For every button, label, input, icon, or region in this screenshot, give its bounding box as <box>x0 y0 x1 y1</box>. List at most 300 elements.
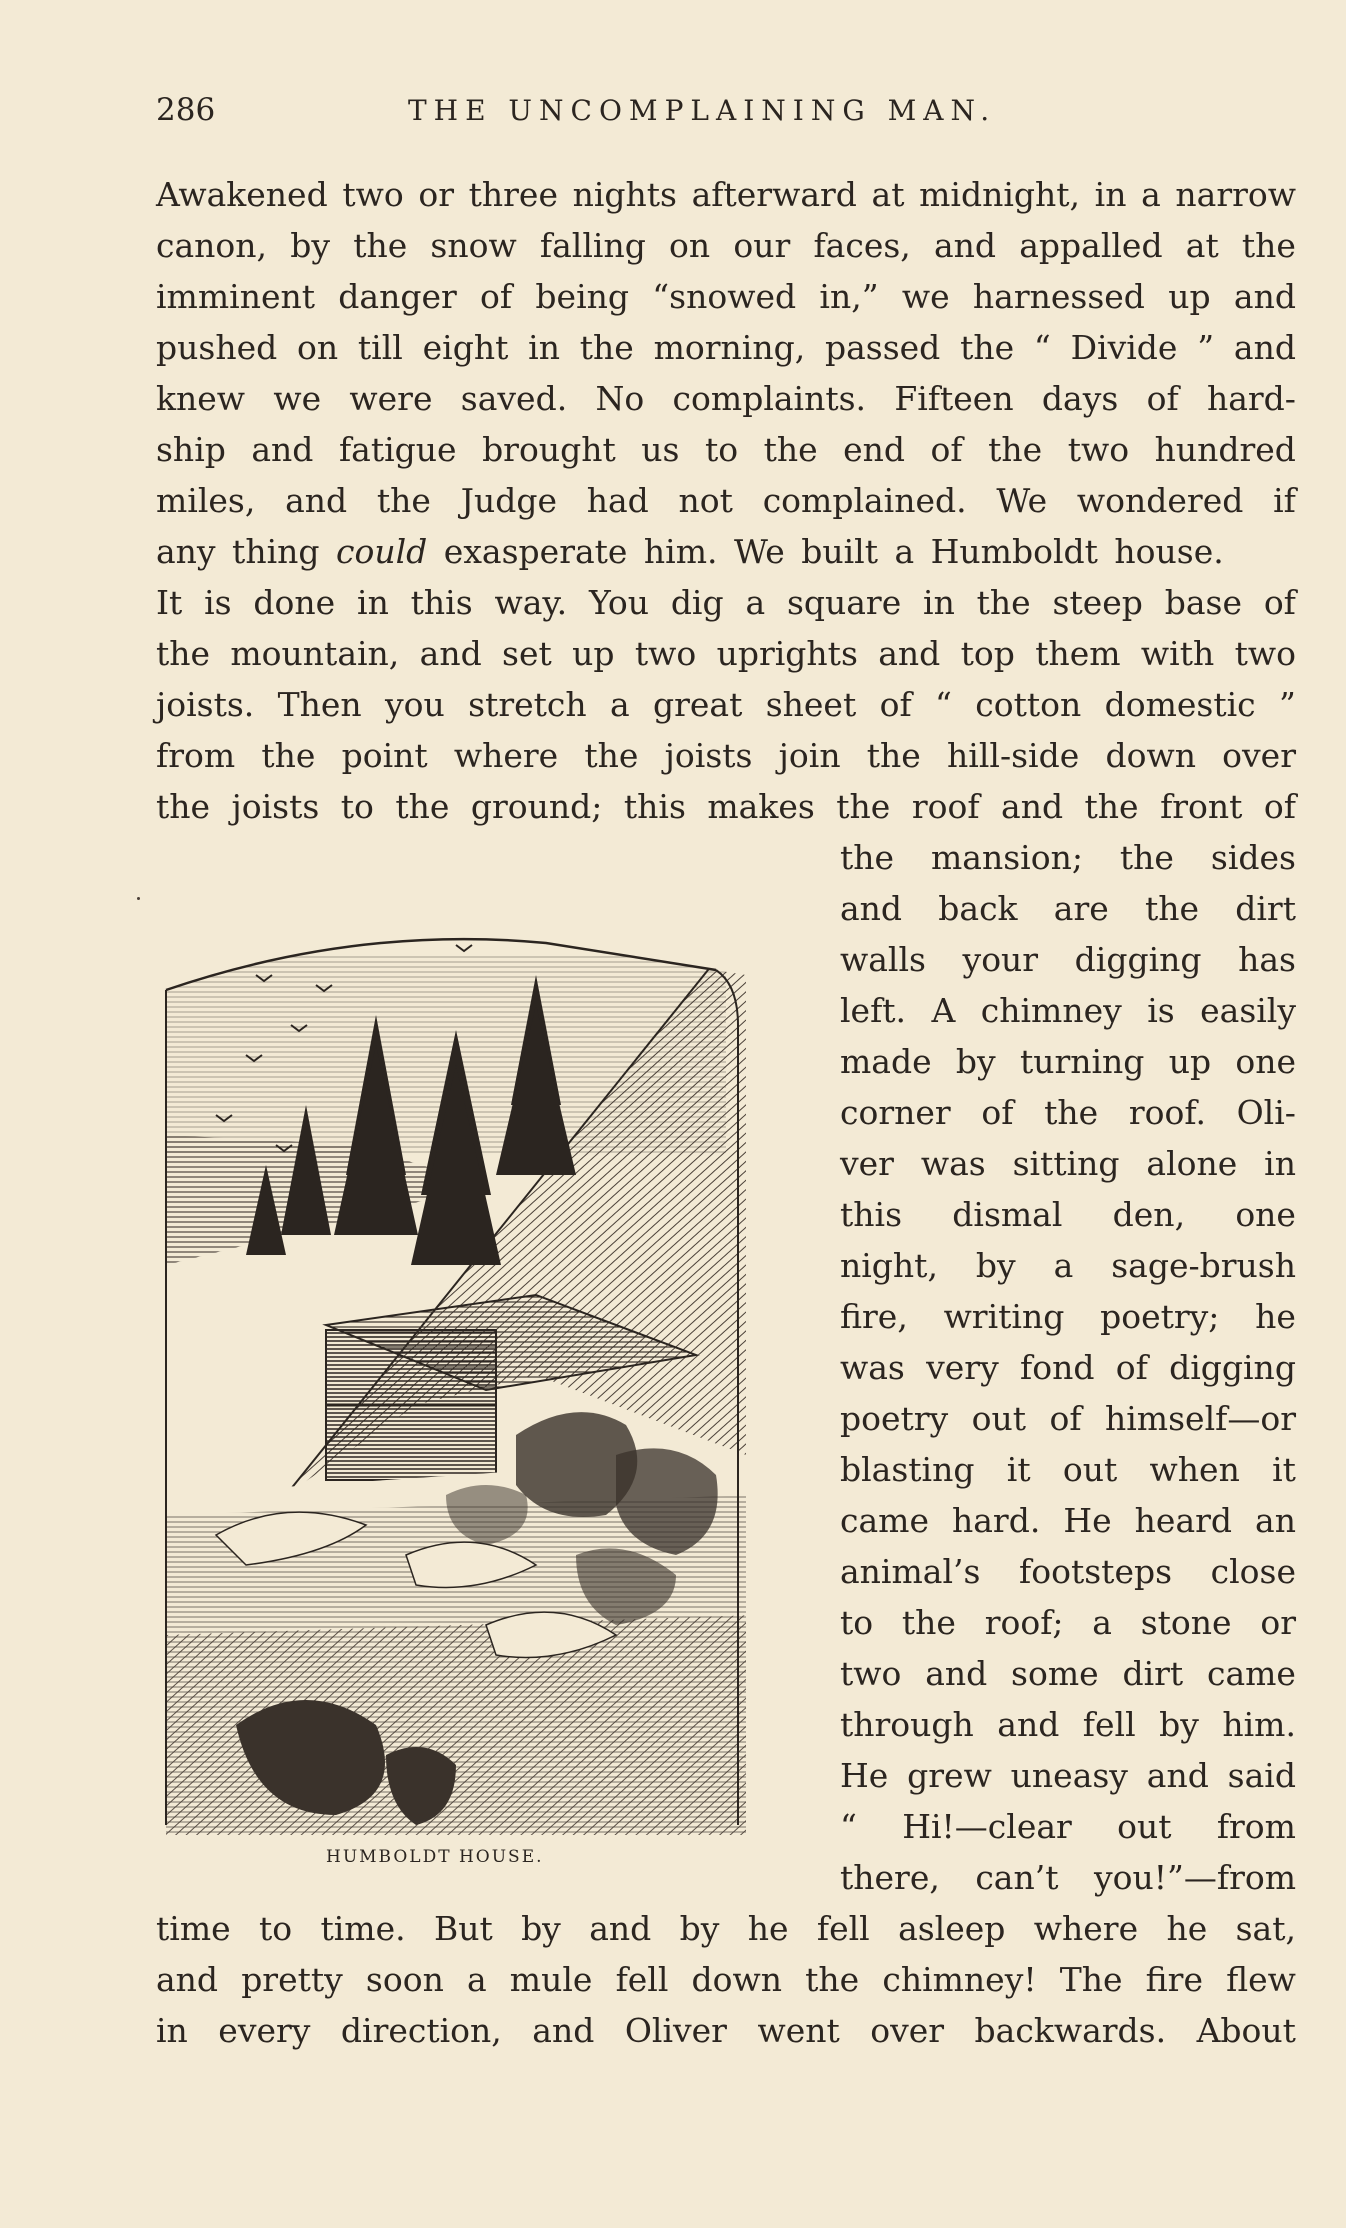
word: stone <box>1140 1603 1232 1642</box>
word: afterward <box>691 175 857 214</box>
word: dismal <box>952 1195 1063 1234</box>
word: steep <box>1052 583 1143 622</box>
word: fatigue <box>338 430 457 469</box>
word: digging <box>1074 940 1202 979</box>
text-line <box>840 833 1296 883</box>
word: dirt <box>1122 1654 1184 1693</box>
word: himself—or <box>1105 1399 1296 1438</box>
word: out <box>971 1399 1027 1438</box>
word: appalled <box>1019 226 1163 265</box>
word: our <box>733 226 791 265</box>
word: from <box>156 736 236 775</box>
word: way. <box>494 583 568 622</box>
word: the <box>353 226 408 265</box>
word: and <box>1233 277 1296 316</box>
word: join <box>778 736 841 775</box>
word: and <box>925 1654 988 1693</box>
word: Judge <box>460 481 557 520</box>
word: the <box>901 1603 956 1642</box>
word: done <box>253 583 336 622</box>
word: to <box>340 787 374 826</box>
word: he <box>747 1909 789 1948</box>
text-line <box>840 1241 1296 1291</box>
word: roof; <box>984 1603 1064 1642</box>
word: It <box>156 583 183 622</box>
text-line <box>156 1955 1296 2005</box>
word: easily <box>1200 991 1296 1030</box>
text-line <box>840 1394 1296 1444</box>
word: chimney! <box>882 1960 1037 1999</box>
word: danger <box>338 277 457 316</box>
text-line <box>840 1547 1296 1597</box>
text-segment: exasperate him. We built a Humboldt house. <box>427 532 1224 571</box>
word: and <box>1146 1756 1209 1795</box>
word: in <box>1094 175 1127 214</box>
word: and <box>156 1960 219 1999</box>
word: the <box>395 787 450 826</box>
word: complaints. <box>672 379 867 418</box>
word: this <box>623 787 686 826</box>
italic-word: could <box>336 532 428 571</box>
word: the <box>960 328 1015 367</box>
word: if <box>1273 481 1296 520</box>
word: in,” <box>819 277 879 316</box>
text-line <box>840 1088 1296 1138</box>
word: close <box>1210 1552 1296 1591</box>
word: knew <box>156 379 246 418</box>
figure-caption: HUMBOLDT HOUSE. <box>326 1847 544 1867</box>
word: through <box>840 1705 974 1744</box>
word: eight <box>422 328 509 367</box>
word: two <box>342 175 404 214</box>
text-line <box>156 629 1296 679</box>
word: the <box>1119 838 1174 877</box>
word: sitting <box>1012 1144 1120 1183</box>
word: and <box>589 1909 652 1948</box>
word: “ <box>935 685 952 724</box>
word: a <box>1092 1603 1112 1642</box>
word: faces, <box>813 226 911 265</box>
humboldt-house-illustration <box>156 935 746 1835</box>
text-line <box>840 1445 1296 1495</box>
word: passed <box>824 328 941 367</box>
word: two <box>1067 430 1130 469</box>
word: when <box>1149 1450 1240 1489</box>
word: them <box>1035 634 1121 673</box>
word: up <box>1168 1042 1212 1081</box>
text-line <box>840 1751 1296 1801</box>
word: Fifteen <box>894 379 1014 418</box>
word: he <box>1166 1909 1208 1948</box>
word: were <box>349 379 433 418</box>
word: of <box>1263 787 1296 826</box>
word: sheet <box>765 685 857 724</box>
word: grew <box>907 1756 992 1795</box>
text-line <box>840 986 1296 1036</box>
word: the <box>261 736 316 775</box>
word: out <box>1117 1807 1172 1846</box>
word: front <box>1160 787 1243 826</box>
word: us <box>641 430 680 469</box>
word: of <box>879 685 912 724</box>
word: ver <box>840 1144 894 1183</box>
word: set <box>502 634 552 673</box>
text-line <box>156 782 1296 832</box>
word: pushed <box>156 328 278 367</box>
word: den, <box>1112 1195 1186 1234</box>
word: Then <box>277 685 362 724</box>
word: of <box>1049 1399 1082 1438</box>
word: end <box>843 430 906 469</box>
word: joists. <box>156 685 255 724</box>
word: soon <box>365 1960 444 1999</box>
word: nights <box>572 175 677 214</box>
word: “ <box>1033 328 1051 367</box>
word: being <box>535 277 630 316</box>
word: by <box>679 1909 720 1948</box>
word: miles, <box>156 481 256 520</box>
word: imminent <box>156 277 315 316</box>
text-line <box>156 731 1296 781</box>
word: of <box>1146 379 1179 418</box>
word: the <box>805 1960 860 1999</box>
word: fond <box>1019 1348 1095 1387</box>
word: roof. <box>1128 1093 1206 1132</box>
word: dirt <box>1235 889 1296 928</box>
word: of <box>981 1093 1014 1132</box>
text-line <box>156 221 1296 271</box>
word: in <box>923 583 955 622</box>
word: hill-side <box>947 736 1080 775</box>
word: where <box>1033 1909 1139 1948</box>
text-line <box>156 2006 1296 2056</box>
word: base <box>1164 583 1242 622</box>
word: by <box>290 226 330 265</box>
word: Oliver <box>624 2011 727 2050</box>
word: the <box>988 430 1043 469</box>
word: poetry; <box>1100 1297 1220 1336</box>
word: made <box>840 1042 932 1081</box>
word: snow <box>430 226 517 265</box>
text-line <box>840 1292 1296 1342</box>
word: down <box>691 1960 783 1999</box>
word: or <box>418 175 454 214</box>
text-line <box>840 1496 1296 1546</box>
word: the <box>1241 226 1296 265</box>
word: and <box>933 226 997 265</box>
text-line <box>840 884 1296 934</box>
word: not <box>678 481 733 520</box>
word: “snowed <box>652 277 797 316</box>
word: from <box>1216 1807 1296 1846</box>
word: very <box>926 1348 999 1387</box>
word: footsteps <box>1019 1552 1173 1591</box>
word: stretch <box>468 685 587 724</box>
word: an <box>1255 1501 1296 1540</box>
word: top <box>960 634 1015 673</box>
text-line <box>840 1700 1296 1750</box>
text-line <box>156 476 1296 526</box>
word: time <box>156 1909 231 1948</box>
word: night, <box>840 1246 938 1285</box>
word: ” <box>1197 328 1215 367</box>
word: sat, <box>1235 1909 1296 1948</box>
word: he <box>1255 1297 1296 1336</box>
text-line <box>156 680 1296 730</box>
word: domestic <box>1104 685 1256 724</box>
word: left. <box>840 991 907 1030</box>
text-line <box>840 1649 1296 1699</box>
word: to <box>704 430 739 469</box>
word: of <box>1263 583 1296 622</box>
word: square <box>786 583 902 622</box>
word: ship <box>156 430 226 469</box>
word: was <box>840 1348 905 1387</box>
word: the <box>579 328 634 367</box>
word: turning <box>1019 1042 1145 1081</box>
word: midnight, <box>919 175 1081 214</box>
word: of <box>1115 1348 1148 1387</box>
word: animal’s <box>840 1552 981 1591</box>
word: went <box>757 2011 840 2050</box>
word: poetry <box>840 1399 949 1438</box>
word: the <box>836 787 891 826</box>
word: joists <box>231 787 320 826</box>
text-line <box>840 1802 1296 1852</box>
word: “ <box>840 1807 857 1846</box>
word: walls <box>840 940 926 979</box>
word: fell <box>1082 1705 1136 1744</box>
word: on <box>297 328 339 367</box>
running-head: THE UNCOMPLAINING MAN. <box>408 94 997 127</box>
page-number: 286 <box>156 92 216 128</box>
word: No <box>595 379 645 418</box>
word: Hi!—clear <box>902 1807 1072 1846</box>
word: of <box>480 277 513 316</box>
word: fire, <box>840 1297 908 1336</box>
text-segment: any thing <box>156 532 336 571</box>
word: or <box>1260 1603 1296 1642</box>
word: brought <box>482 430 616 469</box>
word: saved. <box>460 379 568 418</box>
word: it <box>1272 1450 1296 1489</box>
text-line <box>156 527 1296 577</box>
word: uprights <box>716 634 858 673</box>
text-line <box>156 374 1296 424</box>
word: came <box>1206 1654 1296 1693</box>
word: a <box>609 685 630 724</box>
word: in <box>1264 1144 1296 1183</box>
word: and <box>878 634 941 673</box>
word: the <box>156 787 211 826</box>
ink-speck <box>137 897 140 900</box>
word: one <box>1235 1195 1296 1234</box>
word: But <box>433 1909 493 1948</box>
word: the <box>763 430 818 469</box>
word: the <box>1044 1093 1099 1132</box>
word: two <box>634 634 697 673</box>
word: and <box>532 2011 595 2050</box>
word: was <box>920 1144 986 1183</box>
word: by <box>975 1246 1016 1285</box>
word: days <box>1041 379 1119 418</box>
word: ground; <box>470 787 603 826</box>
word: dig <box>670 583 724 622</box>
word: two <box>1234 634 1296 673</box>
word: till <box>357 328 403 367</box>
word: chimney <box>980 991 1122 1030</box>
word: every <box>218 2011 311 2050</box>
word: him. <box>1222 1705 1296 1744</box>
word: where <box>453 736 559 775</box>
word: morning, <box>653 328 806 367</box>
word: can’t <box>975 1858 1059 1897</box>
word: Oli- <box>1236 1093 1296 1132</box>
word: makes <box>707 787 815 826</box>
word: are <box>1053 889 1109 928</box>
word: a <box>1141 175 1161 214</box>
word: Divide <box>1070 328 1178 367</box>
word: this <box>840 1195 903 1234</box>
word: and <box>1233 328 1296 367</box>
word: on <box>669 226 711 265</box>
word: ” <box>1278 685 1296 724</box>
word: a <box>1053 1246 1074 1285</box>
word: narrow <box>1175 175 1296 214</box>
word: mule <box>509 1960 593 1999</box>
word: sides <box>1210 838 1296 877</box>
word: two <box>840 1654 902 1693</box>
text-line <box>156 272 1296 322</box>
word: your <box>962 940 1039 979</box>
text-line <box>840 1343 1296 1393</box>
word: by <box>521 1909 561 1948</box>
word: out <box>1062 1450 1118 1489</box>
word: hard- <box>1206 379 1296 418</box>
word: has <box>1238 940 1296 979</box>
word: fell <box>816 1909 870 1948</box>
word: and <box>997 1705 1060 1744</box>
word: backwards. <box>974 2011 1167 2050</box>
word: About <box>1196 2011 1296 2050</box>
word: over <box>1222 736 1296 775</box>
text-line <box>840 1139 1296 1189</box>
word: joists <box>664 736 753 775</box>
word: the <box>866 736 921 775</box>
word: up <box>1168 277 1211 316</box>
word: and <box>1001 787 1064 826</box>
word: up <box>572 634 615 673</box>
word: there, <box>840 1858 940 1897</box>
word: He <box>840 1756 889 1795</box>
word: the <box>584 736 639 775</box>
page-header <box>156 92 1296 142</box>
word: heard <box>1134 1501 1233 1540</box>
word: canon, <box>156 226 268 265</box>
word: at <box>871 175 905 214</box>
word: by <box>955 1042 996 1081</box>
word: and <box>285 481 348 520</box>
word: great <box>653 685 743 724</box>
word: we <box>273 379 322 418</box>
word: in <box>528 328 560 367</box>
word: of <box>930 430 963 469</box>
word: is <box>1147 991 1175 1030</box>
word: You <box>588 583 649 622</box>
text-line <box>840 1190 1296 1240</box>
word: with <box>1140 634 1215 673</box>
word: some <box>1011 1654 1099 1693</box>
text-line <box>156 1904 1296 1954</box>
word: we <box>901 277 950 316</box>
word: the <box>1084 787 1139 826</box>
text-line <box>840 935 1296 985</box>
word: and <box>419 634 482 673</box>
word: the <box>376 481 431 520</box>
word: you <box>385 685 445 724</box>
word: hard. <box>952 1501 1041 1540</box>
word: a <box>466 1960 487 1999</box>
word: the <box>156 634 211 673</box>
word: back <box>938 889 1018 928</box>
word: A <box>931 991 956 1030</box>
word: point <box>341 736 428 775</box>
word: by <box>1159 1705 1199 1744</box>
word: over <box>870 2011 945 2050</box>
word: cotton <box>975 685 1082 724</box>
word: at <box>1185 226 1219 265</box>
word: the <box>1144 889 1200 928</box>
word: fire <box>1145 1960 1203 1999</box>
word: hundred <box>1154 430 1296 469</box>
word: to <box>258 1909 293 1948</box>
text-line <box>156 578 1296 628</box>
word: it <box>1006 1450 1031 1489</box>
word: in <box>156 2011 188 2050</box>
text-line <box>156 170 1296 220</box>
word: pretty <box>241 1960 343 1999</box>
text-line <box>156 323 1296 373</box>
word: three <box>468 175 558 214</box>
word: mansion; <box>931 838 1083 877</box>
word: We <box>996 481 1048 520</box>
word: asleep <box>898 1909 1006 1948</box>
word: complained. <box>762 481 967 520</box>
word: said <box>1227 1756 1296 1795</box>
text-line <box>840 1598 1296 1648</box>
word: the <box>840 838 895 877</box>
word: writing <box>943 1297 1065 1336</box>
word: wondered <box>1076 481 1244 520</box>
word: falling <box>539 226 646 265</box>
word: alone <box>1146 1144 1238 1183</box>
word: you!”—from <box>1093 1858 1296 1897</box>
word: in <box>357 583 389 622</box>
word: uneasy <box>1010 1756 1128 1795</box>
word: came <box>840 1501 929 1540</box>
word: had <box>586 481 649 520</box>
word: down <box>1105 736 1196 775</box>
word: digging <box>1169 1348 1296 1387</box>
text-line <box>840 1037 1296 1087</box>
word: harnessed <box>972 277 1145 316</box>
word: Awakened <box>156 175 328 214</box>
word: this <box>410 583 473 622</box>
word: The <box>1059 1960 1123 1999</box>
word: and <box>251 430 314 469</box>
word: to <box>840 1603 874 1642</box>
word: is <box>204 583 232 622</box>
